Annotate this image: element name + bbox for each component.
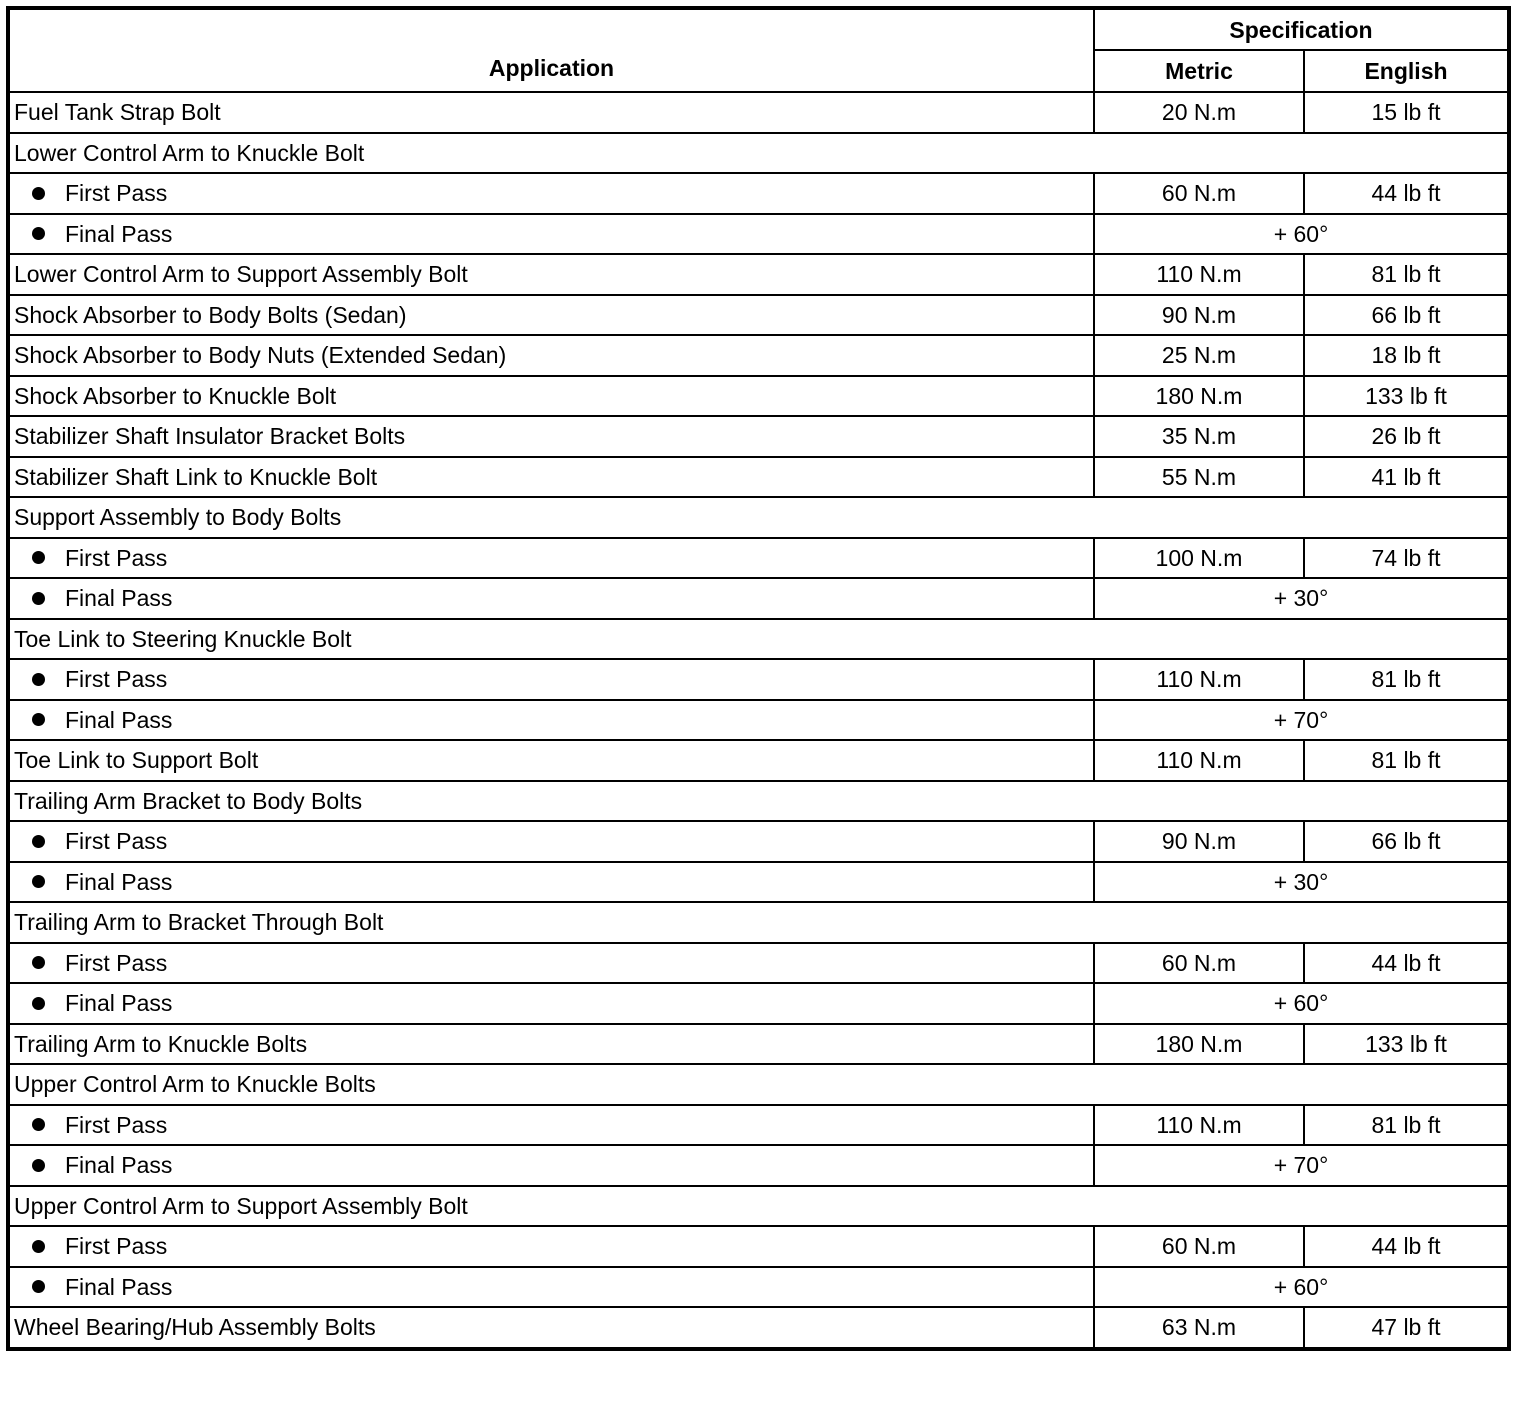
table-row — [8, 700, 1509, 741]
metric-cell: 110 N.m — [1094, 1105, 1304, 1146]
table-row — [8, 1307, 1509, 1349]
bullet-icon — [32, 956, 45, 969]
table-header — [8, 8, 1509, 92]
table-row — [8, 173, 1509, 214]
application-label: Upper Control Arm to Support Assembly Bolt — [14, 1192, 468, 1219]
table-row — [8, 821, 1509, 862]
application-label: Final Pass — [65, 706, 173, 733]
application-label: Final Pass — [65, 220, 173, 247]
application-label: Lower Control Arm to Knuckle Bolt — [14, 139, 365, 166]
english-cell: 18 lb ft — [1304, 335, 1509, 376]
english-cell: 74 lb ft — [1304, 538, 1509, 579]
english-cell: 81 lb ft — [1304, 740, 1509, 781]
table-row — [8, 295, 1509, 336]
table-row — [8, 943, 1509, 984]
english-cell: 81 lb ft — [1304, 659, 1509, 700]
metric-cell: 63 N.m — [1094, 1307, 1304, 1349]
application-label: Final Pass — [65, 1152, 173, 1179]
english-header: English — [1304, 50, 1509, 92]
application-cell — [8, 538, 1094, 579]
application-cell — [8, 416, 1094, 457]
table-row — [8, 983, 1509, 1024]
table-row — [8, 416, 1509, 457]
table-row — [8, 1186, 1509, 1227]
application-cell — [8, 700, 1094, 741]
application-cell — [8, 133, 1509, 174]
bullet-icon — [32, 997, 45, 1010]
application-label: First Pass — [65, 544, 168, 571]
table-row — [8, 619, 1509, 660]
english-cell: 66 lb ft — [1304, 821, 1509, 862]
table-row — [8, 902, 1509, 943]
application-label: Final Pass — [65, 1273, 173, 1300]
metric-cell: 20 N.m — [1094, 92, 1304, 133]
table-body — [8, 92, 1509, 1349]
application-label: Lower Control Arm to Support Assembly Bolt — [14, 261, 468, 288]
angle-spec-cell: + 70° — [1094, 1145, 1509, 1186]
metric-cell: 90 N.m — [1094, 295, 1304, 336]
application-cell — [8, 862, 1094, 903]
metric-cell: 100 N.m — [1094, 538, 1304, 579]
metric-cell: 35 N.m — [1094, 416, 1304, 457]
application-cell — [8, 821, 1094, 862]
application-label: Fuel Tank Strap Bolt — [14, 99, 221, 126]
bullet-icon — [32, 713, 45, 726]
application-label: First Pass — [65, 666, 168, 693]
application-label: Stabilizer Shaft Link to Knuckle Bolt — [14, 463, 378, 490]
application-cell — [8, 497, 1509, 538]
english-cell: 26 lb ft — [1304, 416, 1509, 457]
application-cell — [8, 295, 1094, 336]
application-label: Final Pass — [65, 868, 173, 895]
metric-cell: 110 N.m — [1094, 740, 1304, 781]
english-cell: 44 lb ft — [1304, 943, 1509, 984]
application-header: Application — [8, 8, 1094, 92]
metric-cell: 60 N.m — [1094, 943, 1304, 984]
application-label: Toe Link to Support Bolt — [14, 747, 259, 774]
bullet-icon — [32, 673, 45, 686]
angle-spec-cell: + 30° — [1094, 862, 1509, 903]
english-cell: 47 lb ft — [1304, 1307, 1509, 1349]
bullet-icon — [32, 551, 45, 564]
application-cell — [8, 1024, 1094, 1065]
table-row — [8, 1226, 1509, 1267]
application-cell — [8, 619, 1509, 660]
table-row — [8, 376, 1509, 417]
application-label: Shock Absorber to Knuckle Bolt — [14, 382, 337, 409]
application-cell — [8, 1226, 1094, 1267]
application-label: Stabilizer Shaft Insulator Bracket Bolts — [14, 423, 406, 450]
bullet-icon — [32, 187, 45, 200]
english-cell: 81 lb ft — [1304, 1105, 1509, 1146]
application-label: First Pass — [65, 949, 168, 976]
application-label: First Pass — [65, 180, 168, 207]
table-row — [8, 133, 1509, 174]
bullet-icon — [32, 1118, 45, 1131]
application-cell — [8, 1307, 1094, 1349]
bullet-icon — [32, 1159, 45, 1172]
application-cell — [8, 254, 1094, 295]
application-cell — [8, 1064, 1509, 1105]
metric-header: Metric — [1094, 50, 1304, 92]
application-cell — [8, 1145, 1094, 1186]
application-label: Final Pass — [65, 585, 173, 612]
metric-cell: 180 N.m — [1094, 1024, 1304, 1065]
angle-spec-cell: + 60° — [1094, 214, 1509, 255]
bullet-icon — [32, 875, 45, 888]
table-row — [8, 1024, 1509, 1065]
application-cell — [8, 983, 1094, 1024]
application-label: Wheel Bearing/Hub Assembly Bolts — [14, 1314, 376, 1341]
table-row — [8, 1145, 1509, 1186]
application-cell — [8, 376, 1094, 417]
metric-cell: 110 N.m — [1094, 254, 1304, 295]
table-row — [8, 497, 1509, 538]
table-row — [8, 457, 1509, 498]
angle-spec-cell: + 60° — [1094, 1267, 1509, 1308]
application-cell — [8, 457, 1094, 498]
english-cell: 44 lb ft — [1304, 173, 1509, 214]
table-row — [8, 214, 1509, 255]
table-row — [8, 335, 1509, 376]
table-row — [8, 254, 1509, 295]
application-cell — [8, 578, 1094, 619]
table-row — [8, 578, 1509, 619]
table-row — [8, 538, 1509, 579]
table-row — [8, 1105, 1509, 1146]
application-cell — [8, 92, 1094, 133]
application-label: Trailing Arm to Bracket Through Bolt — [14, 909, 384, 936]
application-label: First Pass — [65, 828, 168, 855]
metric-cell: 180 N.m — [1094, 376, 1304, 417]
application-cell — [8, 740, 1094, 781]
application-cell — [8, 659, 1094, 700]
application-cell — [8, 214, 1094, 255]
application-cell — [8, 781, 1509, 822]
english-cell: 133 lb ft — [1304, 1024, 1509, 1065]
metric-cell: 60 N.m — [1094, 173, 1304, 214]
application-label: Toe Link to Steering Knuckle Bolt — [14, 625, 352, 652]
angle-spec-cell: + 70° — [1094, 700, 1509, 741]
bullet-icon — [32, 1240, 45, 1253]
english-cell: 81 lb ft — [1304, 254, 1509, 295]
application-label: First Pass — [65, 1111, 168, 1138]
metric-cell: 110 N.m — [1094, 659, 1304, 700]
metric-cell: 25 N.m — [1094, 335, 1304, 376]
application-cell — [8, 173, 1094, 214]
application-cell — [8, 1186, 1509, 1227]
application-label: Upper Control Arm to Knuckle Bolts — [14, 1071, 376, 1098]
application-cell — [8, 943, 1094, 984]
metric-cell: 55 N.m — [1094, 457, 1304, 498]
table-row — [8, 781, 1509, 822]
table-row — [8, 862, 1509, 903]
table-row — [8, 740, 1509, 781]
application-label: Shock Absorber to Body Bolts (Sedan) — [14, 301, 407, 328]
metric-cell: 90 N.m — [1094, 821, 1304, 862]
application-cell — [8, 902, 1509, 943]
application-label: Support Assembly to Body Bolts — [14, 504, 342, 531]
table-row — [8, 92, 1509, 133]
english-cell: 41 lb ft — [1304, 457, 1509, 498]
table-row — [8, 1267, 1509, 1308]
angle-spec-cell: + 60° — [1094, 983, 1509, 1024]
table-row — [8, 1064, 1509, 1105]
torque-spec-table — [6, 6, 1511, 1351]
application-label: Trailing Arm Bracket to Body Bolts — [14, 787, 363, 814]
application-label: First Pass — [65, 1233, 168, 1260]
bullet-icon — [32, 835, 45, 848]
english-cell: 133 lb ft — [1304, 376, 1509, 417]
specification-header: Specification — [1094, 8, 1509, 50]
english-cell: 66 lb ft — [1304, 295, 1509, 336]
bullet-icon — [32, 592, 45, 605]
english-cell: 44 lb ft — [1304, 1226, 1509, 1267]
bullet-icon — [32, 1280, 45, 1293]
application-cell — [8, 1105, 1094, 1146]
english-cell: 15 lb ft — [1304, 92, 1509, 133]
application-label: Shock Absorber to Body Nuts (Extended Sedan) — [14, 342, 507, 369]
angle-spec-cell: + 30° — [1094, 578, 1509, 619]
bullet-icon — [32, 227, 45, 240]
application-label: Trailing Arm to Knuckle Bolts — [14, 1030, 308, 1057]
metric-cell: 60 N.m — [1094, 1226, 1304, 1267]
application-cell — [8, 335, 1094, 376]
application-cell — [8, 1267, 1094, 1308]
table-row — [8, 659, 1509, 700]
application-label: Final Pass — [65, 990, 173, 1017]
